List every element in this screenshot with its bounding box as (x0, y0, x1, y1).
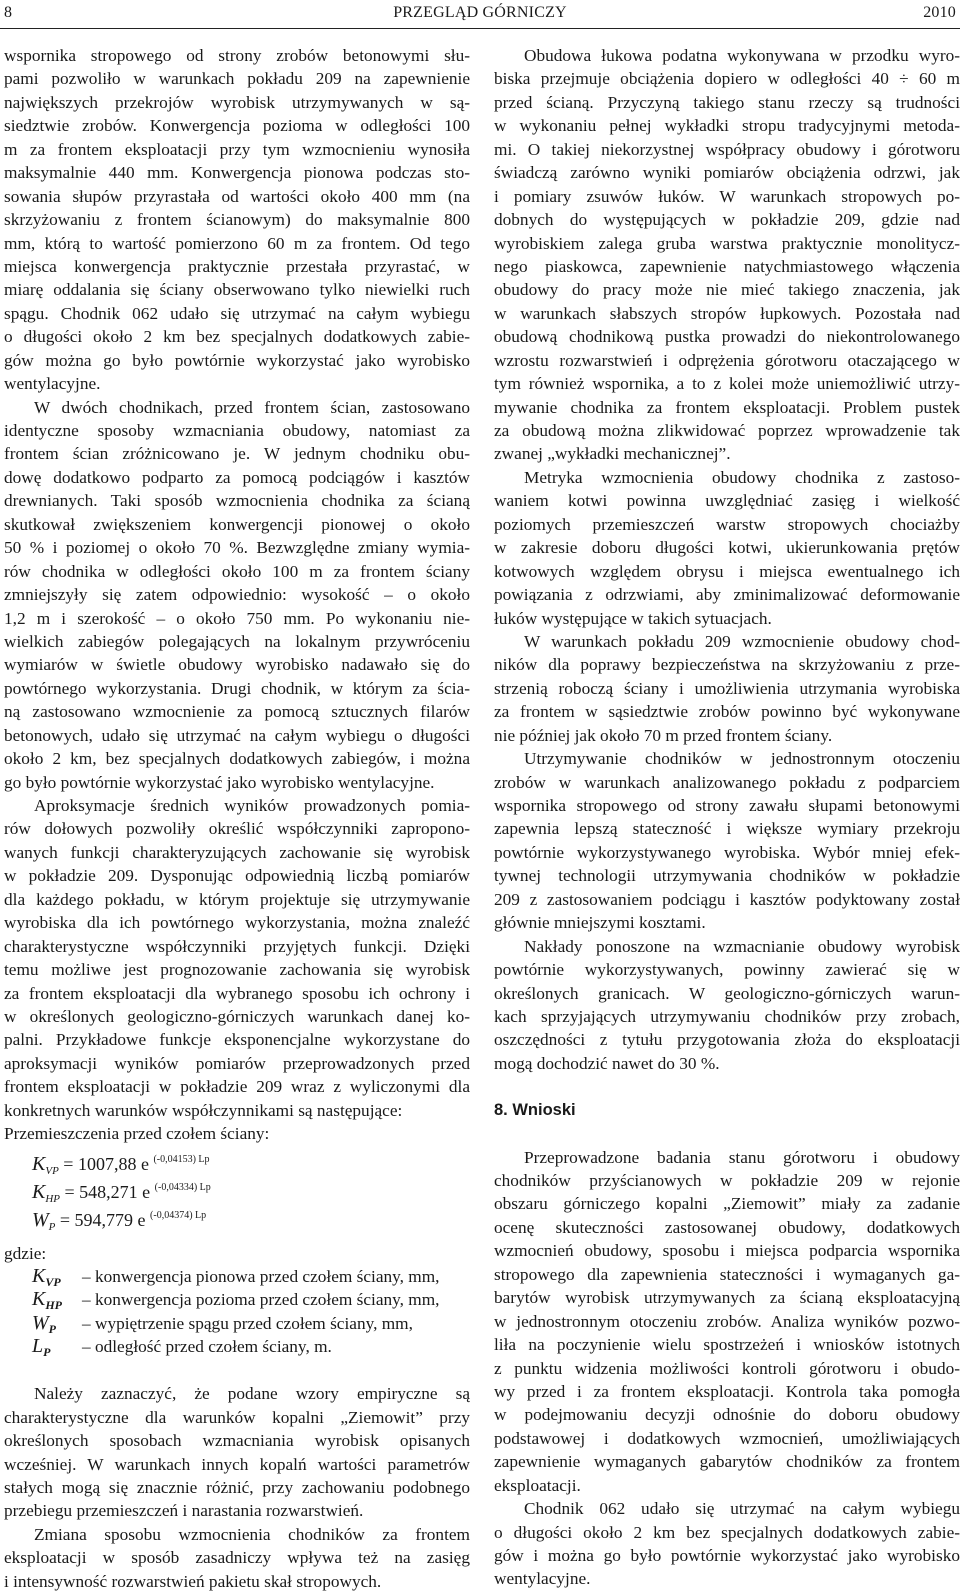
text-line: ników dla poprawy bezpieczeństwa na skrzyżowaniu z prze- (494, 655, 960, 675)
formula-khp: $K_{HP} = 548,271$ e $^{(-0,04334) Lp}$ (32, 1180, 211, 1205)
text-line: temu możliwe jest prognozowanie zachowania się wyrobisk (4, 960, 470, 980)
text-line: wanych funkcji charakteryzujących zachowanie się wyrobisk (4, 842, 470, 862)
formulas-intro: Przemieszczenia przed czołem ściany: (4, 1124, 270, 1144)
text-line: Przeprowadzone badania stanu górotworu i obudowy (524, 1147, 960, 1167)
right-column (494, 44, 960, 1591)
text-line: frontem ścian zróżnicowano je. W jednym chodniku obu- (4, 444, 470, 464)
text-line: dla każdego pokładu, w którym projektuje się utrzymywanie (4, 889, 470, 909)
text-line: maksymalnie 440 mm. Konwergencja pionowa podczas sto- (4, 163, 470, 183)
text-line: wielkich zabiegów polegających na lokalnym przywróceniu (4, 631, 470, 651)
text-line: Metryka wzmocnienia obudowy chodnika z zastoso- (524, 467, 960, 487)
text-line: mogą dochodzić nawet do 30 %. (494, 1053, 720, 1073)
text-line: Obudowa łukowa podatna wykonywana w przodku wyro- (524, 46, 960, 65)
text-line: zmniejszyły się zatem odpowiednio: wysokość – o około (4, 585, 470, 605)
text-line: obudową chodnikową pustka prowadzi do niekontrolowanego (494, 327, 960, 347)
text-line: barytów wyrobisk utrzymywanych za ścianą eksploatacyjną (494, 1288, 960, 1308)
text-line: Utrzymywanie chodników w jednostronnym otoczeniu (524, 749, 960, 769)
left-paragraph-1 (4, 44, 470, 396)
text-line: i intensywność rozwarstwień pakietu skał stropowych. (4, 1571, 382, 1591)
text-line: skutkował zwiększeniem konwergencji pionowej o około (4, 514, 470, 534)
right-paragraph-4 (494, 747, 960, 935)
text-line: waniem kotwi powinna uwzględniać zasięg i wielkość (494, 491, 960, 511)
right-paragraph-1 (494, 44, 960, 466)
right-paragraph-3 (494, 630, 960, 747)
text-line: ną zastosowano wzmocnienie za pomocą sztucznych filarów (4, 702, 470, 722)
text-line: miejsca konwergencja praktycznie przestała przyrastać, w (4, 256, 470, 276)
where-label: gdzie: (4, 1243, 47, 1263)
text-line: za frontem w sąsiedztwie zrobów powinno być wykonywane (494, 702, 960, 722)
legend-item-khp: $K_{HP}$ – konwergencja pozioma przed czołem ściany, mm, (32, 1288, 440, 1313)
text-line: rów chodnika w odległości około 100 m za frontem ściany (4, 561, 470, 581)
right-paragraph-5 (494, 935, 960, 1076)
text-line: kach sprzyjających utrzymywaniu chodników przy zrobach, (494, 1006, 960, 1026)
text-line: konkretnych warunków współczynnikami są następujące: (4, 1100, 403, 1120)
left-paragraph-2 (4, 396, 470, 794)
text-line: sowania słupów przyrastała od wartości około 400 mm (na (4, 186, 470, 206)
text-line: przebiegu przemieszczeń i narastania rozwarstwień. (4, 1501, 364, 1521)
left-paragraph-4 (4, 1382, 470, 1523)
text-line: wcześniej. W warunkach innych kopalń wartości parametrów (4, 1454, 470, 1474)
text-line: wentylacyjne. (4, 374, 101, 394)
left-paragraph-5 (4, 1523, 470, 1593)
text-line: wymiarów w świetle obudowy wyrobisko nadawało się do (4, 655, 470, 675)
text-line: zapewnia lepszą stateczność i większe wymiary przekroju (494, 819, 960, 839)
text-line: z punktu widzenia możliwości kontroli górotworu i obudo- (494, 1358, 960, 1378)
text-line: podstawowej i dodatkowych wzmocnień, umożliwiających (494, 1428, 960, 1448)
text-line: głównie mniejszymi kosztami. (494, 913, 706, 933)
text-line: chodników przyścianowych w pokładzie 209 w rejonie (494, 1171, 960, 1190)
text-line: strzenią roboczą ściany i umożliwienia utrzymania wyrobiska (494, 678, 960, 698)
text-line: Zmiana sposobu wzmocnienia chodników za frontem (34, 1524, 470, 1544)
text-line: tym również wspornika, a to z kolei może uniemożliwić utrzy- (494, 374, 960, 394)
text-line: eksploatacji. (494, 1475, 581, 1495)
text-line: w warunkach słabszych stropów łupkowych. Pozostała nad (494, 303, 960, 323)
text-line: 209 z zastosowaniem podciągu i kasztów podyktowany został (494, 889, 960, 909)
text-line: w zakresie doboru długości kotwi, ukierunkowania prętów (494, 538, 960, 558)
text-line: W dwóch chodnikach, przed frontem ścian, zastosowano (34, 397, 470, 417)
text-line: za obudową można zlikwidować poprzez wprowadzenie tak (494, 421, 960, 440)
text-line: wspornika stropowego od strony zawału słupami betonowymi (494, 796, 960, 815)
text-line: miarę oddalania się ściany obserwowano tylko niewielki ruch (4, 280, 470, 300)
text-line: aproksymacji wyników pomiarów przeprowadzonych przed (4, 1053, 470, 1073)
text-line: wzrostu rozwarstwień i odprężenia górotworu otaczającego w (494, 350, 960, 370)
text-line: największych przekrojów wyrobisk utrzymywanych w są- (4, 92, 470, 112)
text-line: zwanej „wykładki mechanicznej”. (494, 444, 731, 464)
text-line: o długości około 2 km bez specjalnych dodatkowych zabie- (494, 1522, 960, 1542)
text-line: betonowych, udało się utrzymać na całym wybiegu o długości (4, 725, 470, 745)
text-line: stałych mogą się znacznie różnić, przy zachowaniu podobnego (4, 1477, 470, 1497)
formulas-block (4, 1146, 470, 1233)
text-line: poziomych przemieszczeń warstw stropowych chociażby (494, 514, 960, 534)
text-line: w określonych geologiczno-górniczych warunkach danej ko- (4, 1006, 470, 1026)
text-line: tywnej technologii utrzymywania chodników w pokładzie (494, 866, 960, 886)
text-line: m za frontem eksploatacji przy tym wzmocnieniu wynosiła (4, 139, 470, 159)
text-line: nie później jak około 70 m przed frontem ściany. (494, 725, 833, 745)
text-line: 1,2 m i szerokość – o około 750 mm. Po wykonaniu nie- (4, 608, 470, 628)
text-line: dobnych do występujących w pokładzie 209, gdzie nad (494, 210, 960, 230)
text-line: o długości około 2 km bez specjalnych dodatkowych zabie- (4, 327, 470, 347)
text-line: biska przejmuje obciążenia dopiero w odległości 40 ÷ 60 m (494, 69, 960, 89)
text-line: w pokładzie 209. Dysponując odpowiednią liczbą pomiarów (4, 866, 470, 886)
page-header (0, 0, 960, 29)
text-line: gów i można go było powtórnie wykorzystać jako wyrobisko (494, 1546, 960, 1565)
page-number: 8 (4, 4, 13, 21)
text-line: go było powtórnie wykorzystać jako wyrobisko wentylacyjne. (4, 772, 435, 792)
text-line: stropowego dla zapewnienia stateczności i wymaganych ga- (494, 1264, 960, 1284)
text-line: liła na poczynienie wielu spostrzeżeń i wniosków istotnych (494, 1335, 960, 1355)
text-line: siedztwie zrobów. Konwergencja pozioma w odległości 100 (4, 116, 470, 136)
text-line: wy przed i za frontem eksploatacji. Kontrola taka pomogła (494, 1381, 960, 1401)
text-line: określonych sposobach wzmacniania wyrobisk opisanych (4, 1431, 470, 1451)
text-line: obszaru górniczego kopalni „Ziemowit” miały za zadanie (494, 1194, 960, 1214)
text-line: Aproksymacje średnich wyników prowadzonych pomia- (34, 796, 470, 815)
text-line: 50 % i poziomej o około 70 %. Bezwzględne zmiany wymia- (4, 538, 470, 558)
text-line: przed ścianą. Przyczyną takiego stanu rzeczy są trudności (494, 92, 960, 112)
text-line: kotwowych względem obrysu i miejsca ewentualnego ich (494, 561, 960, 581)
text-line: Nakłady ponoszone na wzmacnianie obudowy wyrobisk (524, 936, 960, 956)
text-line: w podejmowaniu decyzji odnośnie do doboru obudowy (494, 1405, 960, 1425)
text-line: wentylacyjne. (494, 1569, 591, 1589)
text-line: w jednostronnym otoczeniu zrobów. Analiza wyników pozwo- (494, 1311, 960, 1331)
text-line: wspornika stropowego od strony zrobów betonowymi słu- (4, 46, 470, 65)
left-column (4, 44, 470, 1593)
journal-title: PRZEGLĄD GÓRNICZY (393, 4, 567, 21)
text-line: spągu. Chodnik 062 udało się utrzymać na całym wybiegu (4, 303, 470, 323)
text-line: Należy zaznaczyć, że podane wzory empiryczne są (34, 1384, 470, 1404)
text-line: ocenę skuteczności zastosowanej obudowy, dodatkowych (494, 1217, 960, 1237)
text-line: zrobów w warunkach analizowanego pokładu z podparciem (494, 772, 960, 792)
formula-kvp: $K_{VP} = 1007,88$ e $^{(-0,04153) Lp}$ (32, 1152, 210, 1177)
right-paragraph-2 (494, 466, 960, 630)
text-line: dowę dodatkowo podparto za pomocą podciągów i kasztów (4, 467, 470, 487)
text-line: nego piaskowca, zapewnienie natychmiastowego włączenia (494, 256, 960, 276)
text-line: oszczędności z tytułu przygotowania złoża do eksploatacji (494, 1030, 960, 1050)
text-line: charakterystyczne współczynniki przyjętych funkcji. Dzięki (4, 936, 470, 956)
text-line: powiązania z odrzwiami, aby zminimalizować deformowanie (494, 585, 960, 605)
text-line: powtórnego wykorzystania. Drugi chodnik, w którym za ścia- (4, 678, 470, 698)
text-line: identyczne sposoby wzmacniania obudowy, natomiast za (4, 421, 470, 440)
formula-wp: $W_P = 594,779$ e $^{(-0,04374) Lp}$ (32, 1208, 207, 1233)
text-line: około 2 km, bez specjalnych dodatkowych zabiegów, i można (4, 749, 470, 769)
issue-year: 2010 (923, 4, 956, 21)
text-line: charakterystyczne dla warunków kopalni „Ziemowit” przy (4, 1407, 470, 1427)
text-line: obudowy do pracy może nie mieć takiego znaczenia, jak (494, 280, 960, 300)
text-line: wyrobiskiem zalega gruba warstwa praktycznie monolitycz- (494, 233, 960, 253)
text-line: zapewnienie wymaganych gabarytów chodników za frontem (494, 1452, 960, 1472)
text-line: powtórnie wykorzystywanych, powinny zawierać się w (494, 960, 960, 980)
text-line: skrzyżowaniu z frontem ścianowym) do maksymalnie 800 (4, 210, 470, 230)
text-line: określonych granicach. W geologiczno-górniczych warun- (494, 983, 960, 1003)
text-line: eksploatacji w sposób zasadniczy wpływa też na zasięg (4, 1548, 470, 1568)
text-line: wyrobiska dla ich powtórnego wykorzystania, można znaleźć (4, 913, 470, 933)
text-line: gów można go było powtórnie wykorzystać jako wyrobisko (4, 350, 470, 370)
text-line: mywanie chodnika za frontem eksploatacji. Problem pustek (494, 397, 960, 417)
text-line: drewnianych. Taki sposób wzmocnienia chodnika za ścianą (4, 491, 470, 511)
text-line: Chodnik 062 udało się utrzymać na całym wybiegu (524, 1499, 960, 1519)
text-line: łuków występujące w takich sytuacjach. (494, 608, 772, 628)
text-line: i pomiary zsuwów łuków. W warunkach stropowych po- (494, 186, 960, 206)
text-line: palni. Przykładowe funkcje eksponencjalne wykorzystane do (4, 1030, 470, 1050)
text-line: w wykonaniu pełnej wykładki stropu tradycyjnymi metoda- (494, 116, 960, 136)
text-line: za frontem eksploatacji dla wybranego sposobu ich ochrony i (4, 983, 470, 1003)
text-line: wzmocnień obudowy, sposobu i miejsca podparcia wspornika (494, 1241, 960, 1261)
text-line: mi. O takiej niekorzystnej współpracy obudowy i górotworu (494, 139, 960, 159)
text-line: frontem eksploatacji w pokładzie 209 wraz z wyliczonymi dla (4, 1077, 470, 1097)
right-paragraph-6 (494, 1146, 960, 1498)
text-line: mm, którą to wartość pomierzono 60 m za frontem. Od tego (4, 233, 470, 253)
left-paragraph-3 (4, 794, 470, 1122)
legend-item-wp: $W_P$ – wypiętrzenie spągu przed czołem ściany, mm, (32, 1311, 413, 1336)
text-line: pami pozwoliło w warunkach pokładu 209 na zapewnienie (4, 69, 470, 89)
text-line: powtórnie wykorzystywanego wyrobiska. Wybór mniej efek- (494, 842, 960, 862)
legend-item-kvp: $K_{VP}$ – konwergencja pionowa przed czołem ściany, mm, (32, 1265, 440, 1289)
section-heading-conclusions: 8. Wnioski (494, 1100, 576, 1119)
legend-item-lp: $L_P$ – odległość przed czołem ściany, m. (32, 1335, 332, 1360)
text-line: rów dołowych pozwoliły określić współczynniki zapropono- (4, 819, 470, 839)
right-paragraph-7 (494, 1497, 960, 1591)
symbol-legend (4, 1265, 470, 1359)
text-line: W warunkach pokładu 209 wzmocnienie obudowy chod- (524, 631, 960, 651)
text-line: świadczą zarówno wyniki pomiarów obciążenia odrzwi, jak (494, 163, 960, 183)
